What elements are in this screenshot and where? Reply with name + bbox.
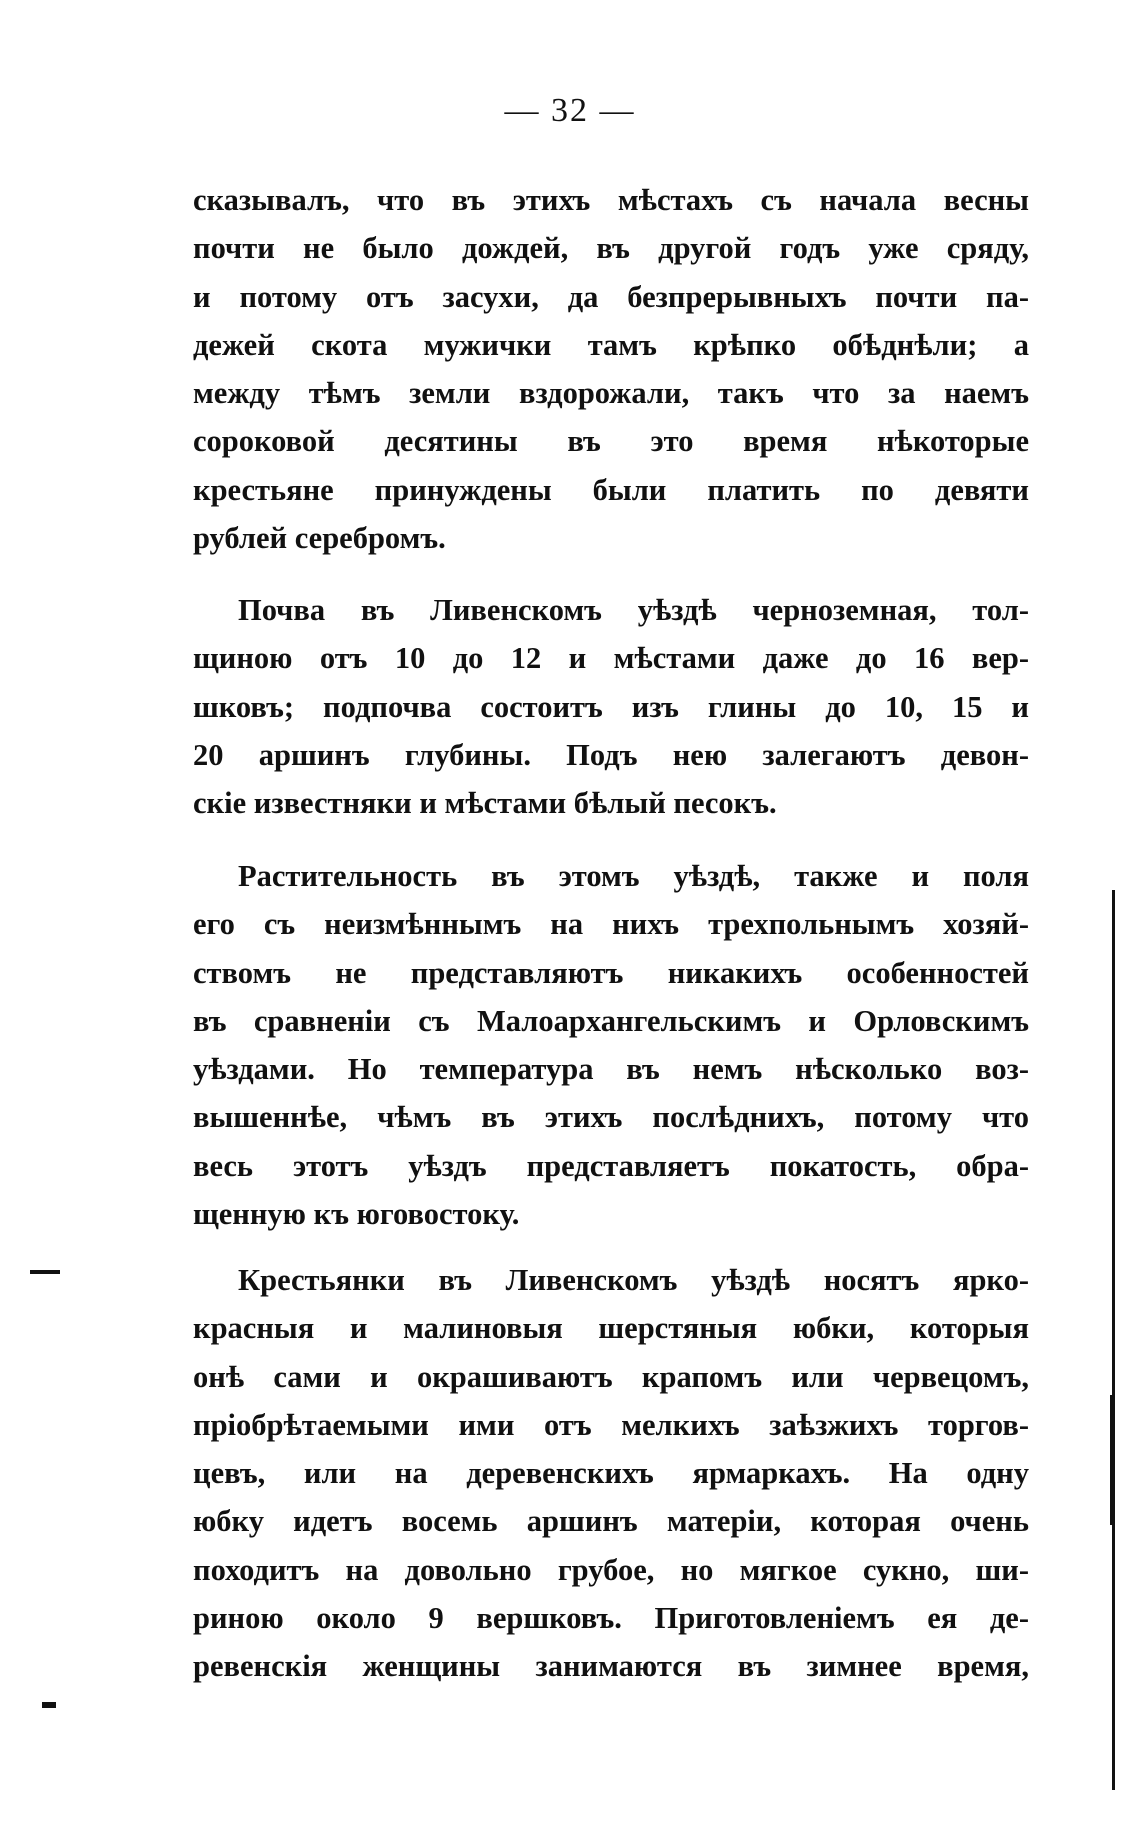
paragraph-3	[193, 852, 1029, 1238]
text-line: 20 аршинъ глубины. Подъ нею залегаютъ девон-	[193, 737, 1029, 772]
margin-line-right-segment	[1110, 1395, 1115, 1525]
text-line: крестьяне принуждены были платить по девяти	[193, 472, 1029, 507]
text-line: между тѣмъ земли вздорожали, такъ что за наемъ	[193, 376, 1029, 411]
text-line: вышеннѣе, чѣмъ въ этихъ послѣднихъ, потому что	[193, 1100, 1029, 1135]
margin-mark-left	[30, 1270, 60, 1274]
text-line: дежей скота мужички тамъ крѣпко обѣднѣли; а	[193, 327, 1029, 362]
text-line: его съ неизмѣннымъ на нихъ трехпольнымъ хозяй-	[193, 907, 1029, 942]
text-line: почти не было дождей, въ другой годъ уже сряду,	[193, 231, 1029, 266]
text-line: красныя и малиновыя шерстяныя юбки, которыя	[193, 1311, 1029, 1346]
paragraph-2	[193, 586, 1029, 827]
text-line: сороковой десятины въ это время нѣкоторые	[193, 424, 1029, 459]
text-line: щиною отъ 10 до 12 и мѣстами даже до 16 вер-	[193, 641, 1029, 676]
text-line: скіе известняки и мѣстами бѣлый песокъ.	[193, 786, 777, 821]
text-line: Почва въ Ливенскомъ уѣздѣ черноземная, тол-	[238, 593, 1029, 627]
text-line: онѣ сами и окрашиваютъ крапомъ или червецомъ,	[193, 1359, 1029, 1394]
margin-line-right	[1112, 890, 1115, 1790]
paragraph-1	[193, 176, 1029, 562]
text-line: цевъ, или на деревенскихъ ярмаркахъ. На одну	[193, 1456, 1029, 1491]
margin-dot-left	[42, 1702, 56, 1708]
text-line: рублей серебромъ.	[193, 521, 446, 556]
text-line: уѣздами. Но температура въ немъ нѣсколько воз-	[193, 1052, 1029, 1087]
text-line: Крестьянки въ Ливенскомъ уѣздѣ носятъ ярко-	[238, 1263, 1029, 1297]
text-line: походитъ на довольно грубое, но мягкое сукно, ши-	[193, 1552, 1029, 1587]
text-line: юбку идетъ восемь аршинъ матеріи, которая очень	[193, 1504, 1029, 1539]
text-line: шковъ; подпочва состоитъ изъ глины до 10, 15 и	[193, 689, 1029, 724]
text-line: весь этотъ уѣздъ представляетъ покатость, обра-	[193, 1148, 1029, 1183]
text-line: Растительность въ этомъ уѣздѣ, также и поля	[238, 859, 1029, 893]
text-line: пріобрѣтаемыми ими отъ мелкихъ заѣзжихъ торгов-	[193, 1407, 1029, 1442]
text-line: въ сравненіи съ Малоархангельскимъ и Орловскимъ	[193, 1003, 1029, 1038]
text-line: ствомъ не представляютъ никакихъ особенностей	[193, 955, 1029, 990]
page-number: — 32 —	[504, 92, 636, 129]
text-line: и потому отъ засухи, да безпрерывныхъ почти па-	[193, 279, 1029, 314]
text-line: сказывалъ, что въ этихъ мѣстахъ съ начала весны	[193, 183, 1029, 217]
text-line: риною около 9 вершковъ. Приготовленіемъ ея де-	[193, 1601, 1029, 1636]
paragraph-4	[193, 1256, 1029, 1691]
text-line: щенную къ юговостоку.	[193, 1197, 520, 1232]
text-line: ревенскія женщины занимаются въ зимнее время,	[193, 1649, 1029, 1684]
